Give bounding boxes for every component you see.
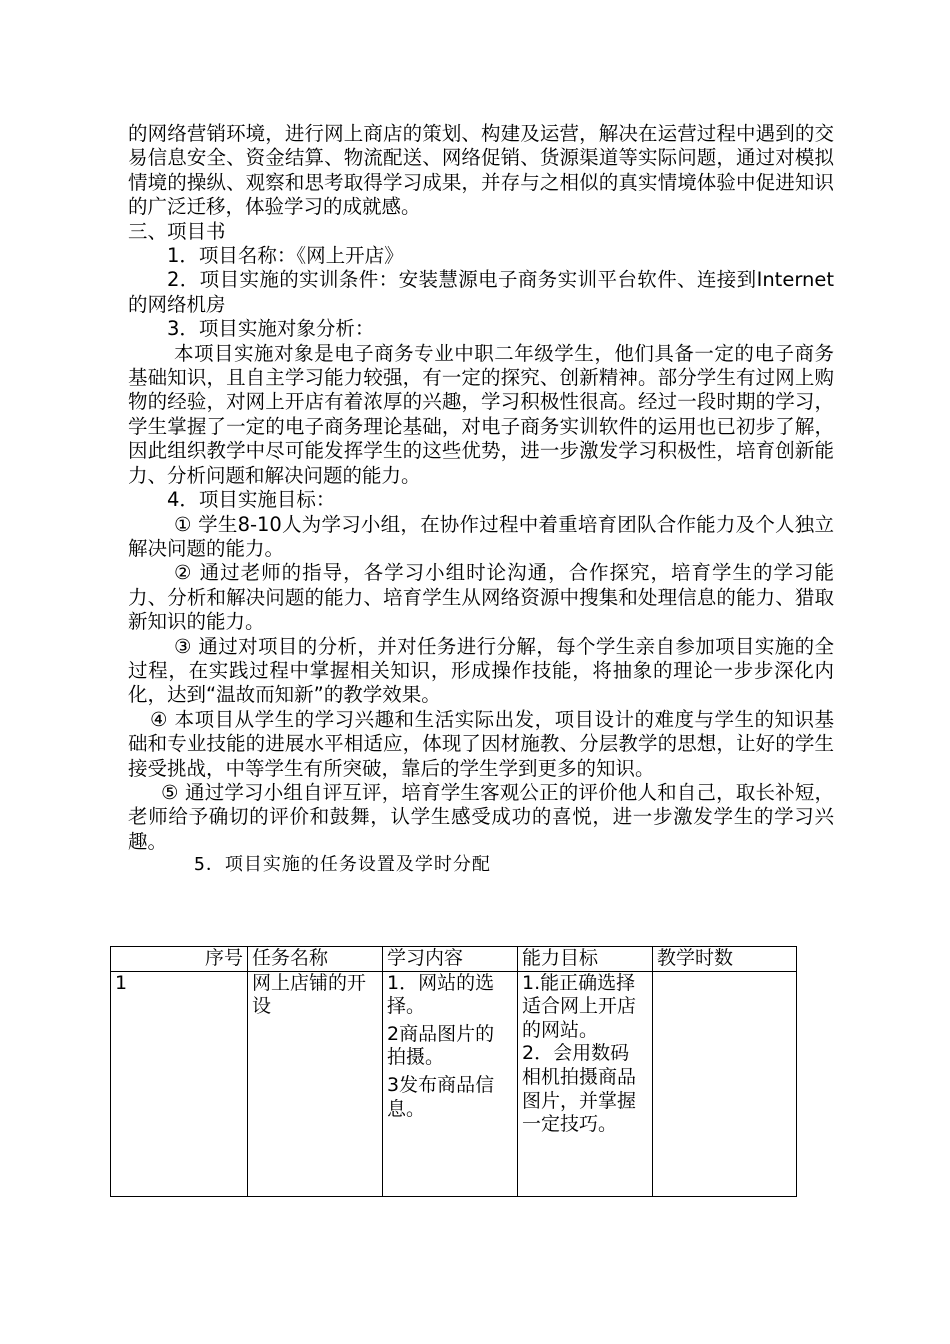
goal-5: ⑤ 通过学习小组自评互评，培育学生客观公正的评价他人和自己，取长补短，老师给予确切的评价和鼓舞，认学生感受成功的喜悦，进一步激发学生的学习兴趣。 [128,780,834,853]
header-content: 学习内容 [383,947,518,972]
header-task: 任务名称 [248,947,383,972]
table-row [111,971,797,1196]
paragraph-intro: 的网络营销环境，进行网上商店的策划、构建及运营，解决在运营过程中遇到的交易信息安全、资金结算、物流配送、网络促销、货源渠道等实际问题，通过对模拟情境的操纵、观察和思考取得学习成果，并存与之相似的真实情境体验中促进知识的广泛迁移，体验学习的成就感。 [128,122,834,219]
goal-4: ④ 本项目从学生的学习兴趣和生活实际出发，项目设计的难度与学生的知识基础和专业技能的进展水平相适应，体现了因材施教、分层教学的思想，让好的学生接受挑战，中等学生有所突破，靠后的学生学到更多的知识。 [128,707,834,780]
content-line-1: 1．网站的选择。 [387,971,495,1018]
goal-3: ③ 通过对项目的分析，并对任务进行分解，每个学生亲自参加项目实施的全过程，在实践过程中掌握相关知识，形成操作技能，将抽象的理论一步步深化内化，达到“温故而知新”的教学效果。 [128,634,834,707]
cell-index: 1 [111,971,248,1196]
header-hours: 教学时数 [653,947,797,972]
header-ability: 能力目标 [518,947,653,972]
goal-1: ① 学生8-10人为学习小组，在协作过程中着重培育团队合作能力及个人独立解决问题的能力。 [128,512,834,560]
cell-ability [518,971,653,1196]
table-caption: 5．项目实施的任务设置及学时分配 [194,854,491,876]
item-training-conditions: 2．项目实施的实训条件：安装慧源电子商务实训平台软件、连接到Internet的网络机房 [128,268,834,316]
paragraph-target-analysis: 本项目实施对象是电子商务专业中职二年级学生，他们具备一定的电子商务基础知识，且自主学习能力较强，有一定的探究、创新精神。部分学生有过网上购物的经验，对网上开店有着浓厚的兴趣，学习积极性很高。经过一段时期的学习，学生掌握了一定的电子商务理论基础，对电子商务实训软件的运用也已初步了解，因此组织教学中尽可能发挥学生的这些优势，进一步激发学习积极性，培育创新能力、分析问题和解决问题的能力。 [128,341,834,487]
cell-task: 网上店铺的开设 [248,971,383,1196]
item-target-analysis-heading: 3．项目实施对象分析： [167,317,375,341]
item-goals-heading: 4．项目实施目标： [167,488,336,512]
table-header-row [111,947,797,972]
item-project-name: 1．项目名称：《网上开店》 [167,244,404,268]
section-heading: 三、项目书 [128,219,226,243]
goal-2: ② 通过老师的指导，各学习小组时论沟通，合作探究，培育学生的学习能力、分析和解决问题的能力、培育学生从网络资源中搜集和处理信息的能力、猎取新知识的能力。 [128,561,834,634]
ability-line-1: 1.能正确选择适合网上开店的网站。 [522,971,637,1041]
document-body [128,122,834,876]
ability-line-2: 2．会用数码相机拍摄商品图片，并掌握一定技巧。 [522,1042,637,1136]
task-table [110,946,797,1197]
cell-hours [653,971,797,1196]
content-line-2: 2商品图片的拍摄。 [387,1022,495,1069]
cell-content [383,971,518,1196]
header-index: 序号 [111,947,248,972]
content-line-3: 3发布商品信息。 [387,1073,495,1120]
